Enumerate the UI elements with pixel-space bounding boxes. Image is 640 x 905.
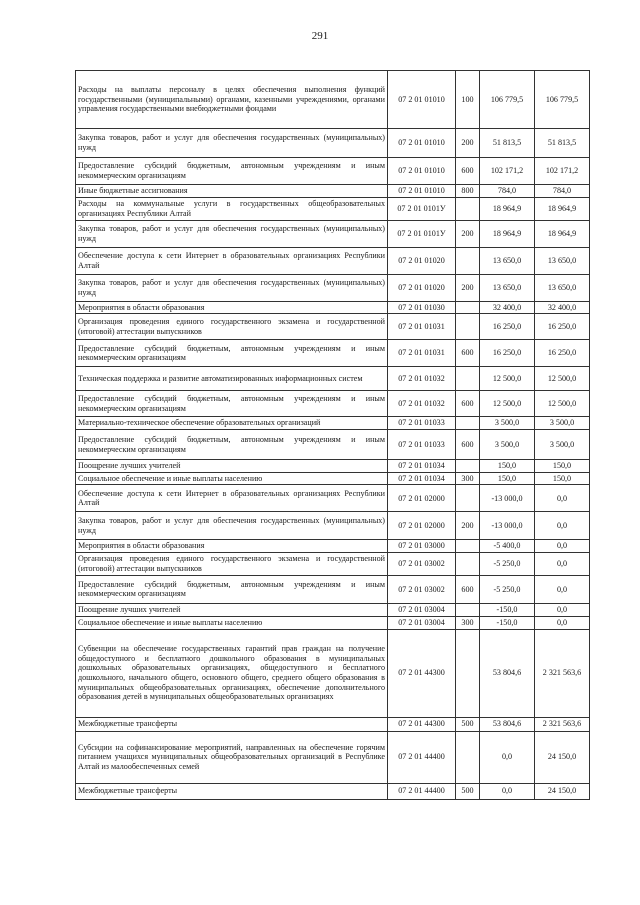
amount-1: -150,0 [480,603,535,616]
amount-1: 16 250,0 [480,314,535,340]
expense-type: 300 [456,616,480,629]
table-row [76,629,590,717]
budget-code: 07 2 01 01034 [388,460,456,473]
amount-1: 16 250,0 [480,340,535,367]
table-row [76,158,590,185]
expense-name: Субсидии на софинансирование мероприятий, направленных на обеспечение горячим питанием учащихся муниципальных общеобразовательных организаций в Республике Алтай из малообеспеченных семей [76,731,388,783]
table-row [76,552,590,575]
expense-name: Закупка товаров, работ и услуг для обеспечения государственных (муниципальных) нужд [76,220,388,247]
expense-type [456,629,480,717]
table-row [76,129,590,158]
amount-2: 12 500,0 [535,367,590,391]
amount-1: -13 000,0 [480,485,535,512]
table-row [76,460,590,473]
amount-2: 18 964,9 [535,197,590,220]
expense-type: 600 [456,391,480,417]
expense-type [456,417,480,430]
amount-2: 0,0 [535,552,590,575]
amount-2: 13 650,0 [535,247,590,274]
table-row [76,603,590,616]
expense-type [456,367,480,391]
amount-2: 150,0 [535,460,590,473]
expense-type: 600 [456,158,480,185]
amount-1: 13 650,0 [480,247,535,274]
amount-2: 12 500,0 [535,391,590,417]
budget-code: 07 2 01 02000 [388,512,456,540]
expense-name: Мероприятия в области образования [76,540,388,553]
expense-name: Межбюджетные трансферты [76,717,388,731]
expense-type [456,197,480,220]
amount-2: 0,0 [535,575,590,603]
budget-code: 07 2 01 44400 [388,731,456,783]
amount-2: 24 150,0 [535,731,590,783]
amount-1: -5 250,0 [480,575,535,603]
budget-code: 07 2 01 01034 [388,472,456,485]
amount-2: 2 321 563,6 [535,717,590,731]
expense-type: 600 [456,340,480,367]
budget-code: 07 2 01 01032 [388,391,456,417]
expense-type: 100 [456,71,480,129]
amount-2: 0,0 [535,603,590,616]
amount-2: 102 171,2 [535,158,590,185]
expense-type: 200 [456,512,480,540]
budget-code: 07 2 01 44300 [388,629,456,717]
amount-1: 13 650,0 [480,274,535,301]
expense-name: Материально-техническое обеспечение образовательных организаций [76,417,388,430]
expense-name: Межбюджетные трансферты [76,783,388,799]
expense-name: Социальное обеспечение и иные выплаты населению [76,616,388,629]
expense-name: Организация проведения единого государственного экзамена и государственной (итоговой) аттестации выпускников [76,314,388,340]
expense-name: Поощрение лучших учителей [76,603,388,616]
expense-type [456,552,480,575]
expense-name: Предоставление субсидий бюджетным, автономным учреждениям и иным некоммерческим организациям [76,340,388,367]
budget-code: 07 2 01 03004 [388,603,456,616]
expense-name: Предоставление субсидий бюджетным, автономным учреждениям и иным некоммерческим организациям [76,391,388,417]
amount-1: -13 000,0 [480,512,535,540]
expense-name: Субвенции на обеспечение государственных гарантий прав граждан на получение общедоступного и бесплатного дошкольного образования в муниципальных дошкольных образовательных организациях, общедоступного и бесплатного дошкольного, начального общего, основного общего, среднего общего образования в муниципальных общеобразовательных организациях, обеспечение дополнительного образования детей в муниципальных общеобразовательных организациях [76,629,388,717]
expense-name: Предоставление субсидий бюджетным, автономным учреждениям и иным некоммерческим организациям [76,158,388,185]
amount-1: 150,0 [480,472,535,485]
expense-name: Мероприятия в области образования [76,301,388,314]
amount-2: 0,0 [535,540,590,553]
expense-type [456,460,480,473]
expense-type: 200 [456,274,480,301]
budget-table-body [76,71,590,800]
expense-type: 200 [456,220,480,247]
budget-code: 07 2 01 01033 [388,417,456,430]
expense-name: Предоставление субсидий бюджетным, автономным учреждениям и иным некоммерческим организациям [76,430,388,460]
amount-2: 32 400,0 [535,301,590,314]
amount-1: -5 400,0 [480,540,535,553]
expense-name: Организация проведения единого государственного экзамена и государственной (итоговой) аттестации выпускников [76,552,388,575]
expense-name: Расходы на выплаты персоналу в целях обеспечения выполнения функций государственными (муниципальными) органами, казенными учреждениями, органами управления государственными внебюджетными фондами [76,71,388,129]
amount-1: 102 171,2 [480,158,535,185]
table-row [76,540,590,553]
budget-code: 07 2 01 01020 [388,247,456,274]
budget-code: 07 2 01 01031 [388,314,456,340]
budget-code: 07 2 01 02000 [388,485,456,512]
expense-type [456,603,480,616]
table-row [76,472,590,485]
expense-type: 600 [456,575,480,603]
expense-type: 600 [456,430,480,460]
table-row [76,301,590,314]
budget-code: 07 2 01 03002 [388,575,456,603]
expense-name: Иные бюджетные ассигнования [76,185,388,198]
amount-2: 13 650,0 [535,274,590,301]
amount-2: 0,0 [535,512,590,540]
amount-1: -150,0 [480,616,535,629]
amount-2: 3 500,0 [535,430,590,460]
table-row [76,247,590,274]
expense-type: 300 [456,472,480,485]
table-row [76,616,590,629]
budget-code: 07 2 01 01030 [388,301,456,314]
budget-code: 07 2 01 01020 [388,274,456,301]
page-number: 291 [311,30,329,42]
amount-1: 53 804,6 [480,629,535,717]
expense-type: 500 [456,783,480,799]
amount-2: 51 813,5 [535,129,590,158]
budget-code: 07 2 01 01031 [388,340,456,367]
budget-code: 07 2 01 01010 [388,129,456,158]
budget-code: 07 2 01 44400 [388,783,456,799]
budget-code: 07 2 01 44300 [388,717,456,731]
amount-2: 16 250,0 [535,314,590,340]
expense-type [456,731,480,783]
table-row [76,731,590,783]
expense-type: 800 [456,185,480,198]
expense-type [456,540,480,553]
amount-1: 53 804,6 [480,717,535,731]
table-row [76,274,590,301]
table-row [76,220,590,247]
amount-1: -5 250,0 [480,552,535,575]
budget-code: 07 2 01 0101У [388,197,456,220]
expense-type [456,247,480,274]
amount-1: 0,0 [480,731,535,783]
amount-2: 106 779,5 [535,71,590,129]
expense-name: Закупка товаров, работ и услуг для обеспечения государственных (муниципальных) нужд [76,129,388,158]
budget-code: 07 2 01 01010 [388,185,456,198]
expense-name: Предоставление субсидий бюджетным, автономным учреждениям и иным некоммерческим организациям [76,575,388,603]
table-row [76,417,590,430]
amount-1: 12 500,0 [480,391,535,417]
amount-2: 0,0 [535,485,590,512]
budget-code: 07 2 01 03004 [388,616,456,629]
amount-2: 150,0 [535,472,590,485]
table-row [76,391,590,417]
amount-2: 18 964,9 [535,220,590,247]
expense-type: 200 [456,129,480,158]
amount-1: 3 500,0 [480,417,535,430]
amount-1: 18 964,9 [480,220,535,247]
budget-table [75,70,590,800]
table-row [76,783,590,799]
table-row [76,185,590,198]
budget-code: 07 2 01 03002 [388,552,456,575]
expense-name: Поощрение лучших учителей [76,460,388,473]
budget-code: 07 2 01 01010 [388,158,456,185]
amount-2: 16 250,0 [535,340,590,367]
table-row [76,575,590,603]
expense-name: Обеспечение доступа к сети Интернет в образовательных организациях Республики Алтай [76,247,388,274]
amount-2: 784,0 [535,185,590,198]
budget-code: 07 2 01 01032 [388,367,456,391]
expense-name: Закупка товаров, работ и услуг для обеспечения государственных (муниципальных) нужд [76,274,388,301]
expense-type [456,314,480,340]
amount-1: 150,0 [480,460,535,473]
amount-1: 18 964,9 [480,197,535,220]
amount-2: 24 150,0 [535,783,590,799]
amount-1: 3 500,0 [480,430,535,460]
budget-code: 07 2 01 0101У [388,220,456,247]
amount-1: 0,0 [480,783,535,799]
expense-name: Закупка товаров, работ и услуг для обеспечения государственных (муниципальных) нужд [76,512,388,540]
budget-code: 07 2 01 01010 [388,71,456,129]
table-row [76,485,590,512]
table-row [76,367,590,391]
amount-1: 784,0 [480,185,535,198]
expense-type [456,301,480,314]
amount-1: 51 813,5 [480,129,535,158]
amount-1: 106 779,5 [480,71,535,129]
expense-name: Социальное обеспечение и иные выплаты населению [76,472,388,485]
expense-type [456,485,480,512]
amount-2: 2 321 563,6 [535,629,590,717]
amount-2: 3 500,0 [535,417,590,430]
table-row [76,197,590,220]
amount-1: 32 400,0 [480,301,535,314]
expense-type: 500 [456,717,480,731]
budget-code: 07 2 01 01033 [388,430,456,460]
table-row [76,430,590,460]
table-row [76,71,590,129]
expense-name: Техническая поддержка и развитие автоматизированных информационных систем [76,367,388,391]
table-row [76,314,590,340]
amount-2: 0,0 [535,616,590,629]
expense-name: Обеспечение доступа к сети Интернет в образовательных организациях Республики Алтай [76,485,388,512]
budget-code: 07 2 01 03000 [388,540,456,553]
table-row [76,717,590,731]
expense-name: Расходы на коммунальные услуги в государственных общеобразовательных организациях Республики Алтай [76,197,388,220]
table-row [76,340,590,367]
table-row [76,512,590,540]
amount-1: 12 500,0 [480,367,535,391]
